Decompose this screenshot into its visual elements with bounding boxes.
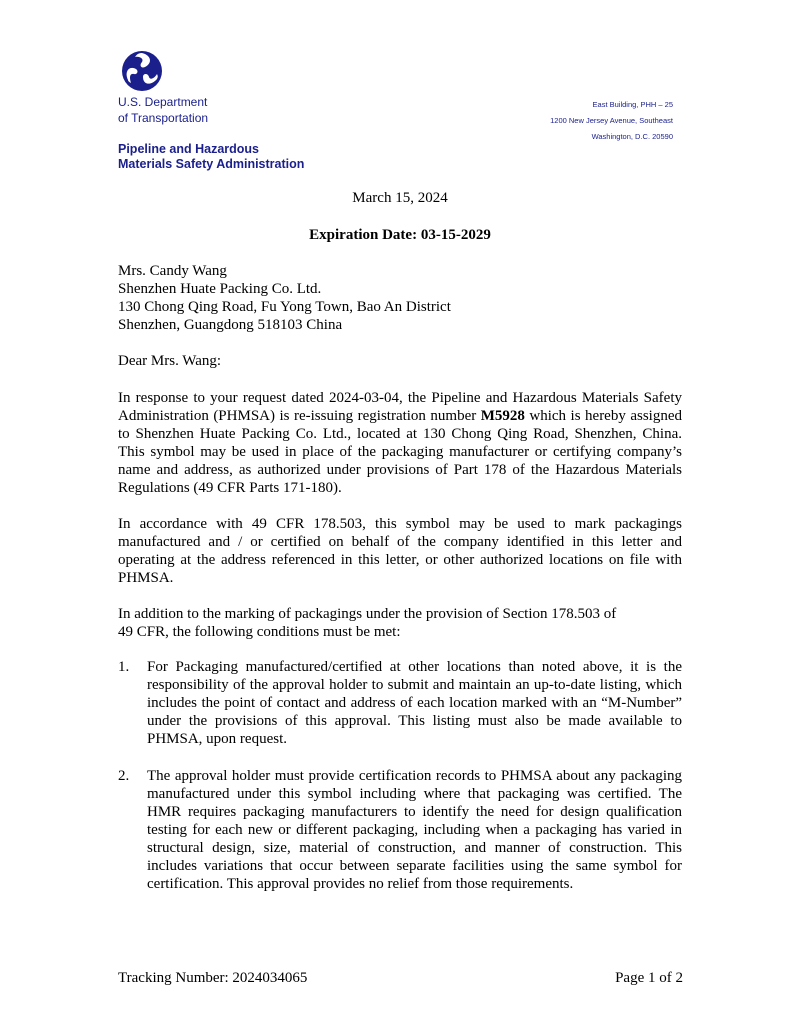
condition-number: 2. <box>118 768 130 784</box>
paragraph-line: In addition to the marking of packagings under the provision of Section 178.503 of <box>118 606 617 622</box>
address-line-3: Washington, D.C. 20590 <box>591 132 673 141</box>
agency-name <box>118 142 304 172</box>
paragraph-text: In response to your request dated 2024-03-04, the Pipeline and Hazardous Materials Safety Administration (PHMSA) is re-issuing registration number <box>118 390 682 424</box>
recipient-city: Shenzhen, Guangdong 518103 China <box>118 317 343 333</box>
dot-logo-icon <box>121 50 163 92</box>
department-line-2: of Transportation <box>118 111 209 125</box>
department-name <box>118 94 208 126</box>
paragraph-text: which is hereby assigned to Shenzhen Huate Packing Co. Ltd., located at 130 Chong Qing Road, Shenzhen, China. This symbol may be used in place of the packaging manufacturer or certifying company’s name and address, as authorized under provisions of Part 178 of the Hazardous Materials Regulations (49 CFR Parts 171-180). <box>118 408 682 496</box>
salutation: Dear Mrs. Wang: <box>118 353 222 369</box>
agency-line-1: Pipeline and Hazardous <box>118 142 260 156</box>
condition-text: The approval holder must provide certification records to PHMSA about any packaging manufactured under this symbol including where that packaging was certified. The HMR requires packaging manufacturers to identify the need for design qualification testing for each new or different packaging, including when a packaging has varied in structural design, size, material of construction, and manner of construction. This includes variations that occur between separate facilities using the same symbol for certification. This approval provides no relief from those requirements. <box>147 768 682 892</box>
letter-date: March 15, 2024 <box>352 190 448 206</box>
condition-number: 1. <box>118 659 130 675</box>
address-line-2: 1200 New Jersey Avenue, Southeast <box>550 116 673 125</box>
paragraph-registration <box>118 389 682 497</box>
recipient-name: Mrs. Candy Wang <box>118 263 227 279</box>
department-line-1: U.S. Department <box>118 95 208 109</box>
recipient-street: 130 Chong Qing Road, Fu Yong Town, Bao An District <box>118 299 451 315</box>
agency-line-2: Materials Safety Administration <box>118 157 305 171</box>
recipient-company: Shenzhen Huate Packing Co. Ltd. <box>118 281 322 297</box>
condition-text: For Packaging manufactured/certified at other locations than noted above, it is the responsibility of the approval holder to submit and maintain an up-to-date listing, which includes the point of contact and address of each location marked with an “M-Number” under the provisions of this approval. This listing must also be made available to PHMSA, upon request. <box>147 659 682 747</box>
expiration-date: Expiration Date: 03-15-2029 <box>309 227 491 243</box>
paragraph-marking: In accordance with 49 CFR 178.503, this symbol may be used to mark packagings manufactured and / or certified on behalf of the company identified in this letter and operating at the address referenced in this letter, or other authorized locations on file with PHMSA. <box>118 516 682 586</box>
paragraph-conditions-intro <box>118 605 682 641</box>
tracking-number: Tracking Number: 2024034065 <box>118 970 308 986</box>
registration-number: M5928 <box>480 408 525 424</box>
address-line-1: East Building, PHH – 25 <box>592 100 673 109</box>
page-number: Page 1 of 2 <box>615 970 683 986</box>
condition-item <box>118 767 682 893</box>
recipient-block <box>118 262 451 334</box>
condition-item <box>118 658 682 748</box>
agency-address <box>550 97 673 145</box>
paragraph-line: 49 CFR, the following conditions must be met: <box>118 624 401 640</box>
